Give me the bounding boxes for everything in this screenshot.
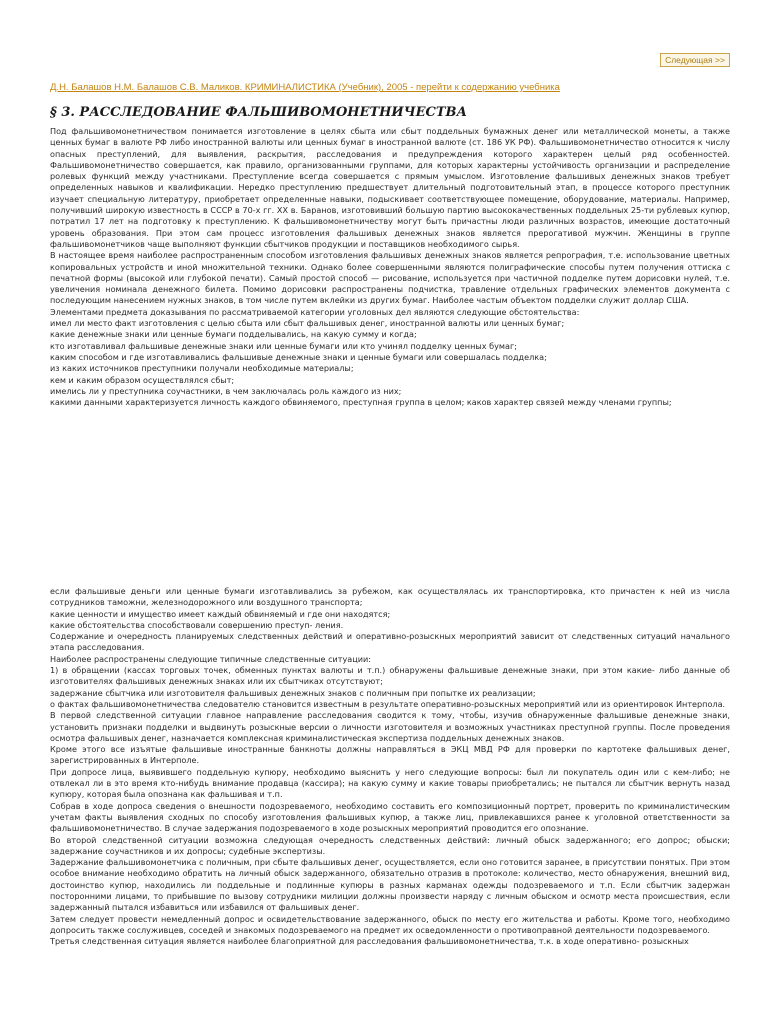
- paragraph: Задержание фальшивомонетчика с поличным, при сбыте фальшивых денег, осуществляется, если оно готовится заранее, в присутствии понятых. При этом особое внимание необходимо обратить на личный обыск задержанного, обязательно отразив в протоколе: количество, место обнаружения, внешний вид, достоинство купюр, находились ли поддельные и подлинные купюры в разных карманах одежды подозреваемого и т.п. Если сбытчик задержан посторонними лицами, то прибывшие по вызову сотрудники милиции должны произвести наряду с личным обыском и осмотр места происшествия, если задержанный пытался избавиться или избавился от фальшивых денег.: [50, 857, 730, 913]
- paragraph: В настоящее время наиболее распространенным способом изготовления фальшивых денежных знаков является репрография, т.е. использование цветных копировальных устройств и иной множительной техники. Однако более совершенными являются полиграфические способы путем получения оттиска с печатной формы (высокой или глубокой печати). Самый простой способ — рисование, используется при частичной подделке путем дорисовки нулей, т.е. увеличения номинала денежного билета. Помимо дорисовки распространены подчистка, травление отдельных графических элементов документа с последующим нанесением нужных знаков, в том числе путем вклейки из других бумаг. Наиболее частым объектом подделки служит доллар США.: [50, 250, 730, 306]
- paragraph: Третья следственная ситуация является наиболее благоприятной для расследования фальшивомонетничества, т.к. в ходе оперативно- розыскных: [50, 936, 689, 947]
- paragraph: из каких источников преступники получали необходимые материалы;: [50, 363, 354, 374]
- text-block-bottom: [50, 586, 730, 948]
- paragraph: 1) в обращении (кассах торговых точек, обменных пунктах валюты и т.п.) обнаружены фальшивые денежные знаки, при этом какие- либо данные об изготовителях фальшивых денежных знаках или их сбытчиках отсутствуют;: [50, 665, 730, 687]
- paragraph: В первой следственной ситуации главное направление расследования сводится к тому, чтобы, изучив обнаруженные фальшивые денежные знаки, установить признаки подделки и выдвинуть розыскные версии о личности изготовителя и возможных участниках преступной группы. После проведения осмотра фальшивых денег, назначается комплексная криминалистическая экспертиза поддельных денежных знаков.: [50, 710, 730, 743]
- paragraph: Наиболее распространены следующие типичные следственные ситуации:: [50, 653, 372, 664]
- paragraph: Содержание и очередность планируемых следственных действий и оперативно-розыскных мероприятий зависит от следственных ситуаций начального этапа расследования.: [50, 631, 730, 653]
- paragraph: задержание сбытчика или изготовителя фальшивых денежных знаков с поличным при попытке их реализации;: [50, 687, 536, 698]
- next-page-button[interactable]: Следующая >>: [660, 53, 730, 67]
- paragraph: кто изготавливал фальшивые денежные знаки или ценные бумаги или кто учинял подделку ценных бумаг;: [50, 340, 517, 351]
- paragraph: какими данными характеризуется личность каждого обвиняемого, преступная группа в целом; каков характер связей между членами группы;: [50, 397, 672, 408]
- paragraph: имелись ли у преступника соучастники, в чем заключалась роль каждого из них;: [50, 385, 402, 396]
- paragraph: какие денежные знаки или ценные бумаги подделывались, на какую сумму и когда;: [50, 329, 417, 340]
- paragraph: кем и каким образом осуществлялся сбыт;: [50, 374, 235, 385]
- paragraph: какие обстоятельства способствовали совершению преступ- ления.: [50, 619, 344, 630]
- section-title: § 3. РАССЛЕДОВАНИЕ ФАЛЬШИВОМОНЕТНИЧЕСТВА: [50, 105, 468, 120]
- paragraph: Кроме этого все изъятые фальшивые иностранные банкноты должны направляться в ЭКЦ МВД РФ для проверки по картотеке фальшивых денег, зарегистрированных в Интерполе.: [50, 744, 730, 766]
- paragraph: какие ценности и имущество имеет каждый обвиняемый и где они находятся;: [50, 608, 391, 619]
- paragraph: Затем следует провести немедленный допрос и освидетельствование задержанного, обыск по месту его жительства и работы. Кроме того, необходимо допросить также сослуживцев, соседей и знакомых подозреваемого на предмет их осведомленности о противоправной деятельности подозреваемого.: [50, 913, 730, 935]
- paragraph: Элементами предмета доказывания по рассматриваемой категории уголовных дел являются следующие обстоятельства:: [50, 306, 580, 317]
- paragraph: если фальшивые деньги или ценные бумаги изготавливались за рубежом, как осуществлялась их транспортировка, кто причастен к ней из числа сотрудников таможни, железнодорожного или воздушного транспорта;: [50, 586, 730, 608]
- paragraph: Собрав в ходе допроса сведения о внешности подозреваемого, необходимо составить его композиционный портрет, проверить по криминалистическим учетам факты выявления сходных по способу изготовления фальшивых купюр, а также лиц, привлекавшихся ранее к уголовной ответственности за фальшивомонетничество. В случае задержания подозреваемого в ходе розыскных мероприятий проводится его опознание.: [50, 800, 730, 834]
- paragraph: о фактах фальшивомонетничества следователю становится известным в результате оперативно-розыскных мероприятий или из ориентировок Интерпола.: [50, 698, 726, 709]
- paragraph: Под фальшивомонетничеством понимается изготовление в целях сбыта или сбыт поддельных бумажных денег или металлической монеты, а также ценных бумаг в валюте РФ либо иностранной валюты или ценных бумаг в иностранной валюте (ст. 186 УК РФ). Фальшивомонетничество относится к числу опасных преступлений, для выявления, раскрытия, расследования и предупреждения которого характерен целый ряд особенностей. Фальшивомонетничество совершается, как правило, организованными группами, для которых характерны устойчивость организации и распределение ролевых функций между участниками. Преступление всегда совершается с прямым умыслом. Изготовление фальшивых денежных знаков требует определенных навыков и квалификации. Нередко преступлению предшествует длительный подготовительный этап, в процессе которого преступник изучает специальную литературу, приобретает определенные навыки, подыскивает соответствующее помещение, оборудование, материалы. Например, получивший широкую известность в СССР в 70-х гг. XX в. Баранов, изготовивший большую партию высококачественных поддельных 25-ти рублевых купюр, потратил 17 лет на подготовку к преступлению. К фальшивомонетничеству могут быть причастны люди различных возрастов, имеющие достаточный уровень образования. При этом сам процесс изготовления фальшивых денежных знаков является прерогативой мужчин. Женщины в группе фальшивомонетчиков чаще выполняют функции сбытчиков продукции и поставщиков необходимого сырья.: [50, 126, 730, 249]
- text-block-top: [50, 126, 730, 408]
- paragraph: каким способом и где изготавливались фальшивые денежные знаки и ценные бумаги или совершалась подделка;: [50, 351, 547, 362]
- paragraph: имел ли место факт изготовления с целью сбыта или сбыт фальшивых денег, иностранной валюты или ценных бумаг;: [50, 318, 565, 329]
- paragraph: Во второй следственной ситуации возможна следующая очередность следственных действий: личный обыск задержанного; его допрос; обыски; задержание соучастников и их допросы; судебные экспертизы.: [50, 834, 730, 856]
- paragraph: При допросе лица, выявившего поддельную купюру, необходимо выяснить у него следующие вопросы: был ли покупатель один или с кем-либо; не отвлекал ли в это время кто-нибудь внимание продавца (кассира); на какую сумму и какие товары приобретались; не пытался ли сбытчик вернуть назад купюру, которая была опознана как фальшивая и т.п.: [50, 766, 730, 800]
- book-contents-link[interactable]: Д.Н. Балашов Н.М. Балашов С.В. Маликов. КРИМИНАЛИСТИКА (Учебник), 2005 - перейти к содержанию учебника: [50, 82, 560, 93]
